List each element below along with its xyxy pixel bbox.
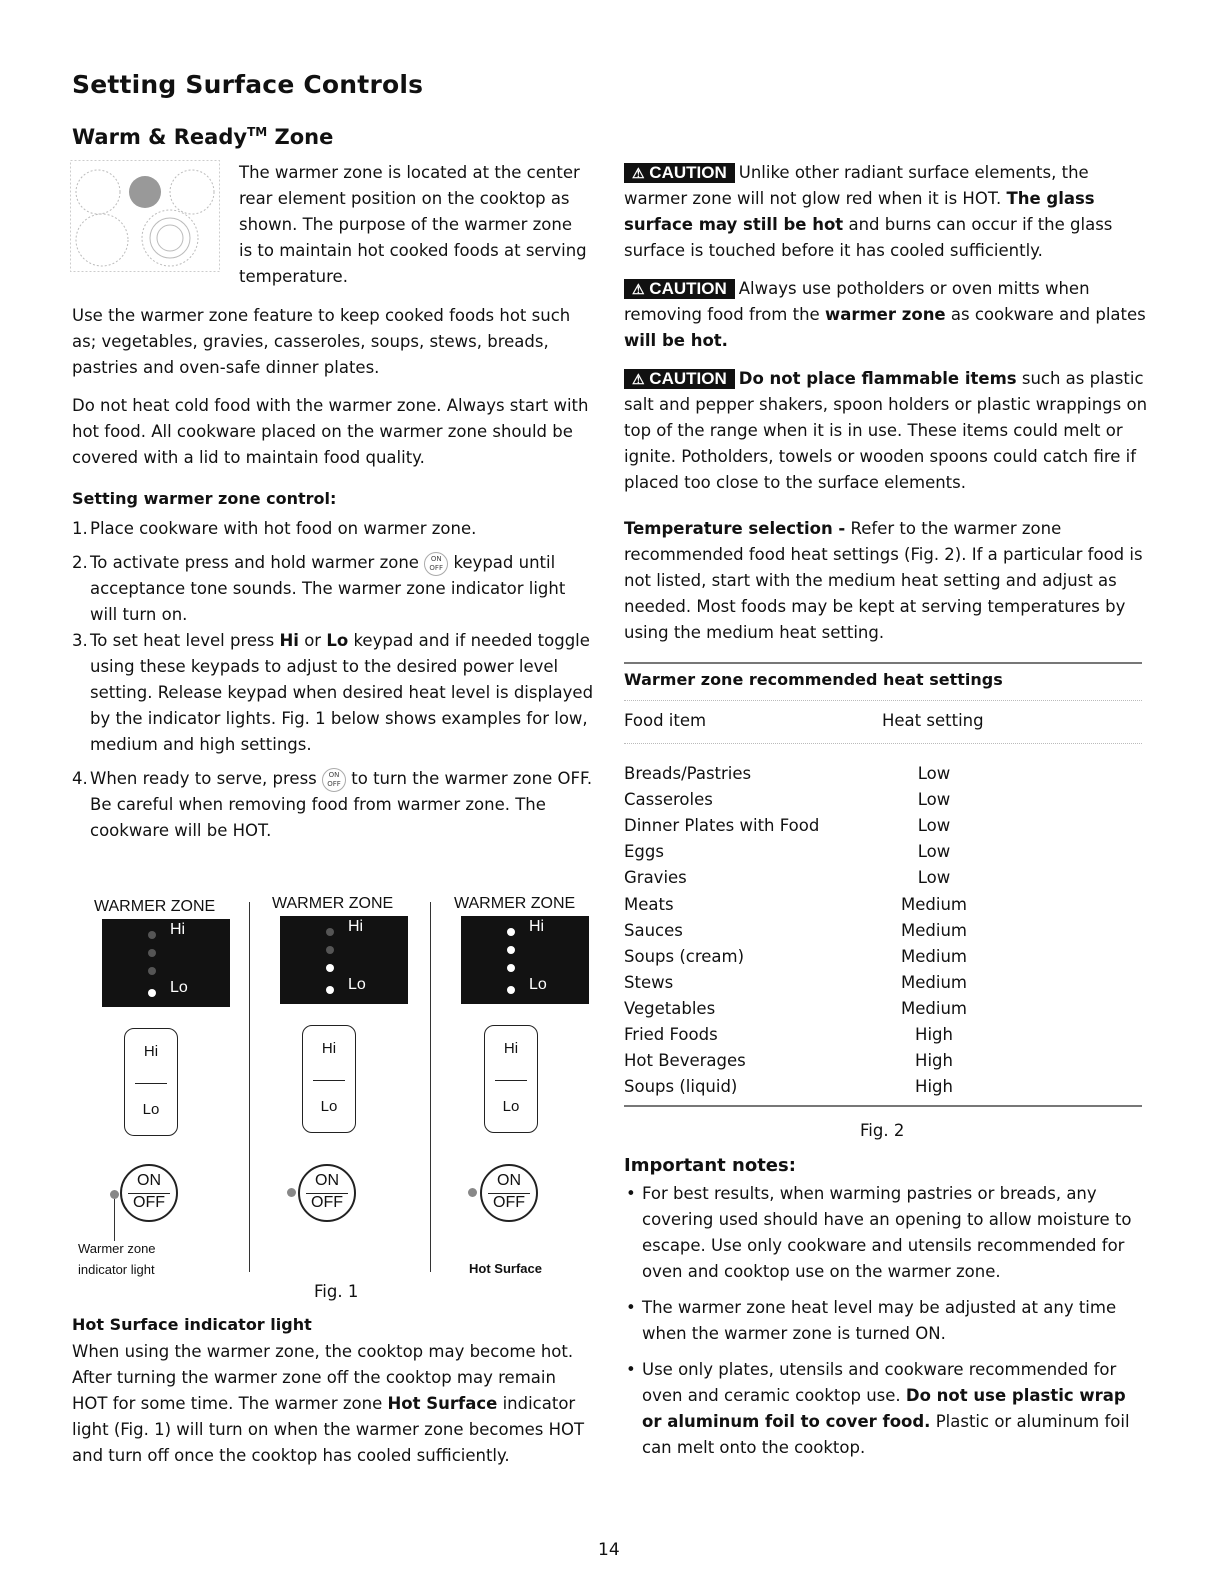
paragraph-uses: Use the warmer zone feature to keep cooked foods hot such as; vegetables, gravies, casseroles, soups, stews, breads, pastries and oven-safe dinner plates. <box>72 306 571 377</box>
hot-surface-indicator-light <box>468 1188 477 1197</box>
hi-lo-keypad[interactable] <box>302 1025 356 1133</box>
left-rear-element <box>76 170 120 214</box>
warmer-zone-indicator-light <box>287 1188 296 1197</box>
caution-3: ⚠ CAUTION Do not place flammable items such as plastic salt and pepper shakers, spoon holders or plastic wrappings on top of the range when it is in use. These items could melt or ignite. Potholders, towels or wooden spoons could catch fire if placed too close to the surface elements. <box>624 369 1148 492</box>
heat-setting-cell: Medium <box>901 920 967 940</box>
note-2: • The warmer zone heat level may be adjusted at any time when the warmer zone is turned ON. <box>624 1295 1144 1347</box>
lo-key[interactable]: Lo <box>502 1098 520 1115</box>
food-item-cell: Dinner Plates with Food <box>624 816 820 836</box>
food-item-cell: Breads/Pastries <box>624 764 752 783</box>
step-2: 2. To activate press and hold warmer zone ON OFF keypad until acceptance tone sounds. The warmer zone indicator light will turn on. <box>72 553 566 624</box>
note-1: • For best results, when warming pastries or breads, any covering used should have an opening to allow moisture to escape. Use only cookware and utensils recommended for oven and cooktop use on the warmer zone. <box>624 1181 1144 1285</box>
paragraph-cold-food: Do not heat cold food with the warmer zone. Always start with hot food. All cookware placed on the warmer zone should be covered with a lid to maintain food quality. <box>72 396 589 467</box>
food-item-cell: Vegetables <box>624 998 716 1018</box>
intro-text: The warmer zone is located at the center rear element position on the cooktop as shown. The purpose of the warmer zone is to maintain hot cooked foods at serving temperature. <box>239 163 587 286</box>
caution-badge: ⚠ CAUTION <box>624 279 735 299</box>
col-heat-header: Heat setting <box>882 711 984 730</box>
food-item-cell: Casseroles <box>624 790 713 810</box>
table-title: Warmer zone recommended heat settings <box>624 670 1003 689</box>
heat-setting-cell: High <box>915 1051 953 1071</box>
separator <box>249 902 250 1272</box>
hi-key[interactable]: Hi <box>321 1040 337 1057</box>
temperature-selection: Temperature selection - Refer to the warmer zone recommended food heat settings (Fig. 2). If a particular food is not listed, start with the medium heat setting and adjust as needed. Most foods may be kept at serving temperatures by using the medium heat setting. <box>624 519 1143 642</box>
heat-setting-cell: Low <box>917 764 951 783</box>
on-off-button[interactable]: ON OFF <box>480 1164 538 1222</box>
hi-key[interactable]: Hi <box>503 1040 519 1057</box>
heat-setting-cell: Medium <box>901 894 967 914</box>
indicator-leader-line <box>114 1199 115 1241</box>
hot-surface-caption: Hot Surface <box>469 1261 542 1276</box>
warning-triangle-icon: ⚠ <box>632 165 645 181</box>
note-3: • Use only plates, utensils and cookware recommended for oven and ceramic cooktop use. Do not use plastic wrap or aluminum foil to cover food. Plastic or aluminum foil can melt onto the cooktop. <box>624 1357 1144 1461</box>
power-keypad-icon: ON OFF <box>322 768 346 792</box>
food-item-cell: Meats <box>624 894 674 914</box>
fig1-caption: Fig. 1 <box>314 1282 359 1301</box>
page-title: Setting Surface Controls <box>72 70 424 99</box>
on-off-button[interactable]: ON OFF <box>120 1164 178 1222</box>
warning-triangle-icon: ⚠ <box>632 281 645 297</box>
caution-2: ⚠ CAUTION Always use potholders or oven mitts when removing food from the warmer zone as cookware and plates will be hot. <box>624 279 1146 350</box>
food-item-cell: Soups (cream) <box>624 946 745 966</box>
indicator-caption: Warmer zone indicator light <box>78 1241 156 1277</box>
step-3: 3. To set heat level press Hi or Lo keypad and if needed toggle using these keypads to adjust to the desired power level setting. Release keypad when desired heat level is displayed by the indicator lights. Fig. 1 below shows examples for low, medium and high settings. <box>72 631 594 754</box>
heat-setting-cell: Medium <box>901 946 967 966</box>
panel-label: WARMER ZONE <box>94 898 216 915</box>
food-item-cell: Eggs <box>624 842 664 862</box>
left-front-element <box>76 214 128 266</box>
steps-list <box>72 516 597 844</box>
caution-badge: ⚠ CAUTION <box>624 163 735 183</box>
caution-badge: ⚠ CAUTION <box>624 369 735 389</box>
hi-lo-keypad[interactable] <box>124 1028 178 1136</box>
setting-heading: Setting warmer zone control: <box>72 489 337 508</box>
warmer-display-medium: Hi Lo <box>280 916 408 1004</box>
caution-1: ⚠ CAUTION Unlike other radiant surface elements, the warmer zone will not glow red when it is HOT. The glass surface may still be hot and burns can occur if the glass surface is touched before it has cooled sufficiently. <box>624 163 1113 260</box>
notes-list <box>624 1181 1144 1471</box>
warmer-display-low: Hi Lo <box>102 919 230 1007</box>
food-item-cell: Gravies <box>624 868 687 888</box>
food-item-cell: Hot Beverages <box>624 1051 746 1071</box>
hot-surface-heading: Hot Surface indicator light <box>72 1315 312 1334</box>
step-4: 4. When ready to serve, press ON OFF to turn the warmer zone OFF. Be careful when removing food from warmer zone. The cookware will be HOT. <box>72 769 593 840</box>
separator <box>430 902 431 1272</box>
lo-key[interactable]: Lo <box>320 1098 338 1115</box>
food-item-cell: Soups (liquid) <box>624 1077 738 1097</box>
heat-setting-cell: Medium <box>901 998 967 1018</box>
warmer-display-high: Hi Lo <box>461 916 589 1004</box>
notes-heading: Important notes: <box>624 1155 796 1176</box>
hi-lo-keypad[interactable] <box>484 1025 538 1133</box>
food-item-cell: Sauces <box>624 920 683 940</box>
step-1: 1. Place cookware with hot food on warmer zone. <box>72 519 477 538</box>
heat-setting-cell: High <box>915 1077 953 1097</box>
food-item-cell: Stews <box>624 972 674 992</box>
right-rear-element <box>170 170 214 214</box>
col-food-header: Food item <box>624 711 707 730</box>
panel-label: WARMER ZONE <box>454 895 576 912</box>
hot-surface-text: When using the warmer zone, the cooktop may become hot. After turning the warmer zone off the cooktop may remain HOT for some time. The warmer zone Hot Surface indicator light (Fig. 1) will turn on when the warmer zone becomes HOT and turn off once the cooktop has cooled sufficiently. <box>72 1342 585 1465</box>
heat-setting-cell: Low <box>917 816 951 836</box>
section-title: Warm & Ready™ Zone <box>72 125 334 149</box>
power-keypad-icon: ON OFF <box>424 552 448 576</box>
panel-label: WARMER ZONE <box>272 895 394 912</box>
on-off-button[interactable]: ON OFF <box>298 1164 356 1222</box>
lo-key[interactable]: Lo <box>142 1101 160 1118</box>
food-item-cell: Fried Foods <box>624 1025 718 1044</box>
heat-setting-cell: Low <box>917 790 951 810</box>
page-number: 14 <box>598 1540 620 1560</box>
cooktop-diagram <box>70 160 220 272</box>
fig2-caption: Fig. 2 <box>860 1121 905 1140</box>
warmer-zone-element <box>129 176 161 208</box>
hi-key[interactable]: Hi <box>143 1043 159 1060</box>
table-top-rule <box>624 662 1142 664</box>
heat-setting-cell: Low <box>917 842 951 862</box>
warning-triangle-icon: ⚠ <box>632 371 645 387</box>
indicator-dot <box>148 989 156 997</box>
warmer-zone-indicator-light <box>110 1190 119 1199</box>
table-bottom-rule <box>624 1105 1142 1107</box>
heat-setting-cell: Medium <box>901 972 967 992</box>
figure-1 <box>72 892 602 1312</box>
heat-setting-cell: Low <box>917 868 951 888</box>
heat-setting-cell: High <box>915 1025 953 1044</box>
